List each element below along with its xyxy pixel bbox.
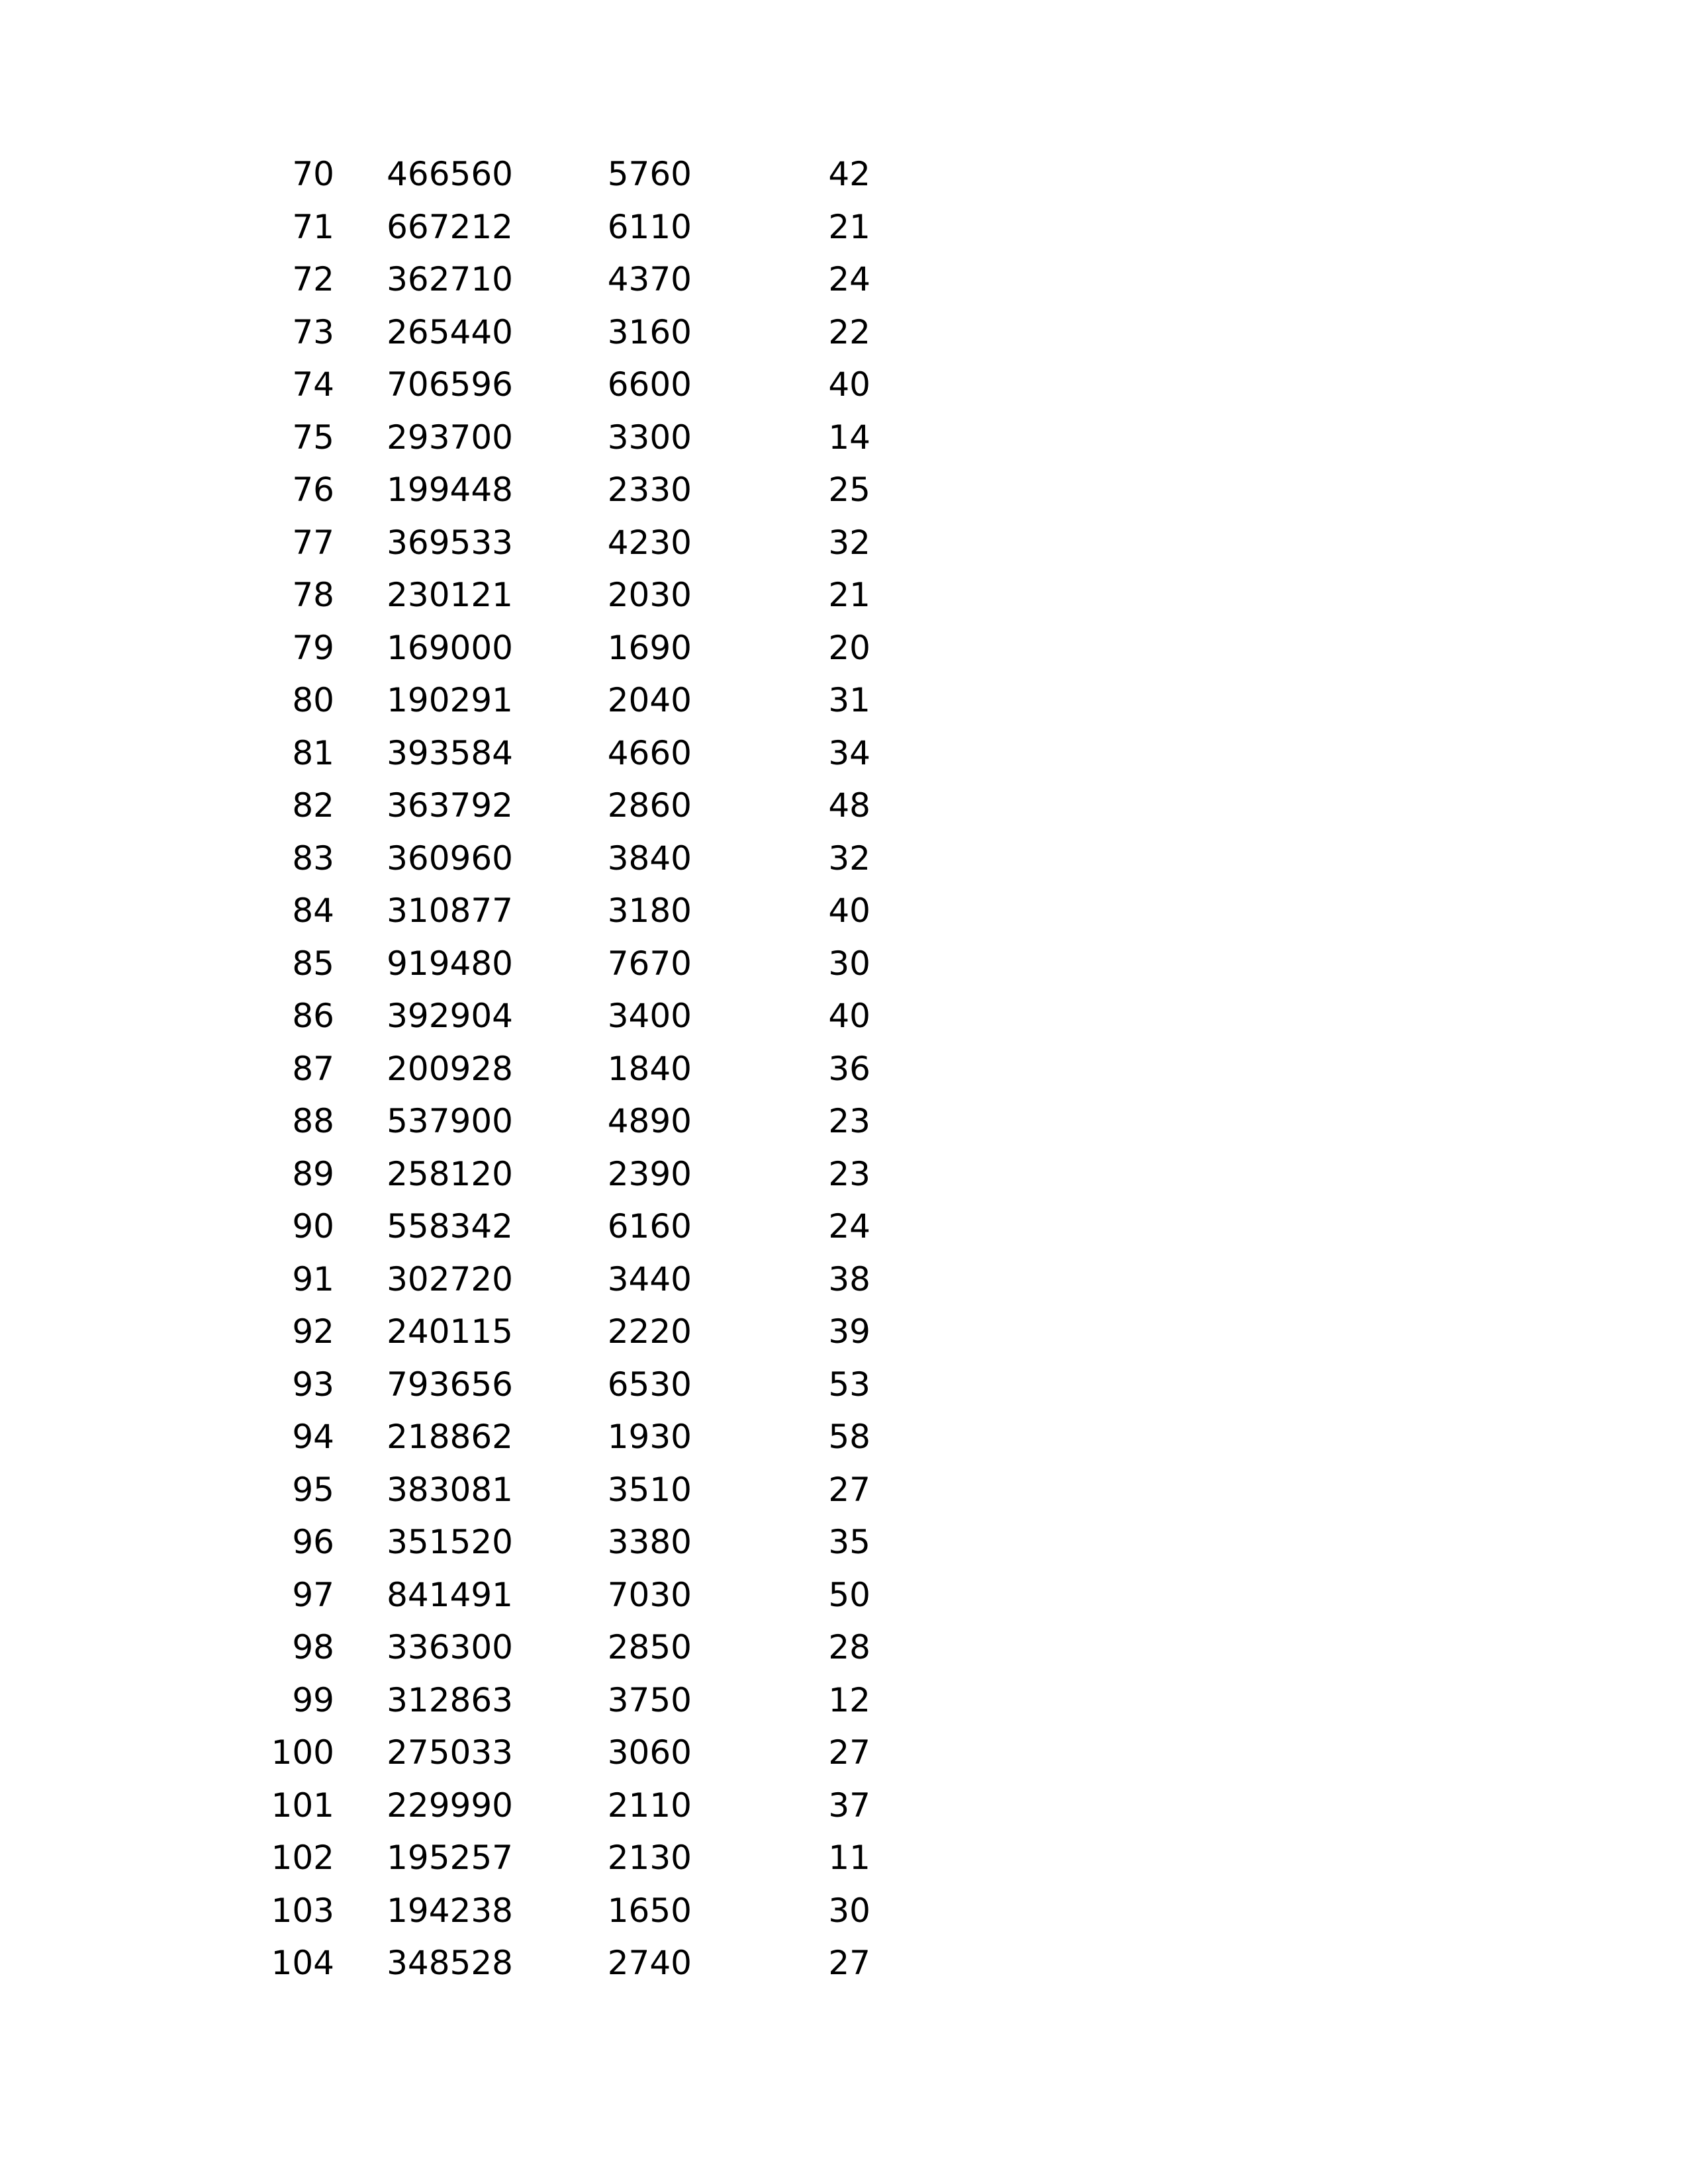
row-number-cell: 92: [292, 1312, 334, 1351]
value-c-cell: 58: [828, 1418, 870, 1456]
value-a-cell: 199448: [387, 471, 513, 509]
table-row: [0, 1780, 870, 1833]
value-a-cell: 919480: [387, 944, 513, 983]
table-row: [0, 1306, 870, 1359]
row-number-cell: 91: [292, 1259, 334, 1298]
table-row: [0, 1201, 870, 1253]
value-a-cell: 240115: [387, 1312, 513, 1351]
table-row: [0, 1253, 870, 1306]
table-row: [0, 1727, 870, 1780]
value-b-cell: 6600: [607, 365, 692, 404]
value-a-cell: 558342: [387, 1207, 513, 1246]
value-a-cell: 466560: [387, 155, 513, 193]
row-number-cell: 103: [271, 1891, 334, 1930]
row-number-cell: 77: [292, 523, 334, 562]
table-row: [0, 569, 870, 622]
value-c-cell: 53: [828, 1365, 870, 1404]
value-a-cell: 200928: [387, 1049, 513, 1088]
table-row: [0, 674, 870, 727]
value-b-cell: 2110: [607, 1786, 692, 1825]
value-c-cell: 20: [828, 628, 870, 667]
value-a-cell: 190291: [387, 681, 513, 719]
value-c-cell: 35: [828, 1523, 870, 1561]
value-c-cell: 23: [828, 1102, 870, 1140]
value-b-cell: 2040: [607, 681, 692, 719]
row-number-cell: 96: [292, 1523, 334, 1561]
table-row: [0, 201, 870, 254]
value-b-cell: 6110: [607, 207, 692, 246]
value-a-cell: 793656: [387, 1365, 513, 1404]
row-number-cell: 80: [292, 681, 334, 719]
value-b-cell: 2850: [607, 1628, 692, 1666]
table-row: [0, 1937, 870, 1990]
row-number-cell: 98: [292, 1628, 334, 1666]
table-body: [0, 148, 870, 1990]
value-b-cell: 6160: [607, 1207, 692, 1246]
value-b-cell: 2220: [607, 1312, 692, 1351]
row-number-cell: 86: [292, 997, 334, 1035]
row-number-cell: 73: [292, 312, 334, 351]
row-number-cell: 97: [292, 1575, 334, 1614]
table-row: [0, 1359, 870, 1412]
table-row: [0, 727, 870, 780]
value-c-cell: 39: [828, 1312, 870, 1351]
row-number-cell: 84: [292, 891, 334, 930]
row-number-cell: 93: [292, 1365, 334, 1404]
value-a-cell: 667212: [387, 207, 513, 246]
table-row: [0, 517, 870, 570]
table-row: [0, 1621, 870, 1674]
value-c-cell: 48: [828, 786, 870, 825]
table-row: [0, 253, 870, 306]
value-b-cell: 5760: [607, 155, 692, 193]
row-number-cell: 94: [292, 1418, 334, 1456]
value-c-cell: 11: [828, 1839, 870, 1877]
value-a-cell: 841491: [387, 1575, 513, 1614]
value-a-cell: 265440: [387, 312, 513, 351]
row-number-cell: 90: [292, 1207, 334, 1246]
table-row: [0, 1569, 870, 1622]
row-number-cell: 102: [271, 1839, 334, 1877]
row-number-cell: 82: [292, 786, 334, 825]
table-row: [0, 359, 870, 412]
value-c-cell: 23: [828, 1154, 870, 1193]
value-a-cell: 383081: [387, 1470, 513, 1509]
value-b-cell: 1840: [607, 1049, 692, 1088]
value-c-cell: 38: [828, 1259, 870, 1298]
data-table: [0, 148, 870, 1990]
value-b-cell: 3300: [607, 418, 692, 457]
table-row: [0, 306, 870, 359]
value-b-cell: 4660: [607, 733, 692, 772]
table-row: [0, 1095, 870, 1148]
value-c-cell: 28: [828, 1628, 870, 1666]
value-a-cell: 275033: [387, 1733, 513, 1772]
value-a-cell: 369533: [387, 523, 513, 562]
value-b-cell: 2860: [607, 786, 692, 825]
value-c-cell: 30: [828, 1891, 870, 1930]
row-number-cell: 104: [271, 1944, 334, 1982]
table-row: [0, 148, 870, 201]
value-b-cell: 7670: [607, 944, 692, 983]
table-row: [0, 1148, 870, 1201]
value-c-cell: 27: [828, 1470, 870, 1509]
value-c-cell: 12: [828, 1680, 870, 1719]
row-number-cell: 72: [292, 260, 334, 298]
value-a-cell: 336300: [387, 1628, 513, 1666]
value-a-cell: 537900: [387, 1102, 513, 1140]
row-number-cell: 81: [292, 733, 334, 772]
value-a-cell: 310877: [387, 891, 513, 930]
table-row: [0, 990, 870, 1043]
value-b-cell: 1930: [607, 1418, 692, 1456]
value-c-cell: 21: [828, 207, 870, 246]
value-b-cell: 4230: [607, 523, 692, 562]
value-a-cell: 362710: [387, 260, 513, 298]
value-a-cell: 393584: [387, 733, 513, 772]
table-row: [0, 780, 870, 833]
table-row: [0, 885, 870, 938]
value-b-cell: 3160: [607, 312, 692, 351]
value-c-cell: 27: [828, 1733, 870, 1772]
row-number-cell: 89: [292, 1154, 334, 1193]
row-number-cell: 83: [292, 839, 334, 878]
value-b-cell: 4370: [607, 260, 692, 298]
value-c-cell: 40: [828, 891, 870, 930]
value-a-cell: 312863: [387, 1680, 513, 1719]
value-c-cell: 50: [828, 1575, 870, 1614]
value-c-cell: 22: [828, 312, 870, 351]
value-a-cell: 258120: [387, 1154, 513, 1193]
value-a-cell: 302720: [387, 1259, 513, 1298]
value-a-cell: 293700: [387, 418, 513, 457]
value-a-cell: 218862: [387, 1418, 513, 1456]
value-b-cell: 3840: [607, 839, 692, 878]
value-b-cell: 4890: [607, 1102, 692, 1140]
value-a-cell: 195257: [387, 1839, 513, 1877]
table-row: [0, 464, 870, 517]
value-c-cell: 37: [828, 1786, 870, 1825]
row-number-cell: 101: [271, 1786, 334, 1825]
value-a-cell: 194238: [387, 1891, 513, 1930]
value-b-cell: 1690: [607, 628, 692, 667]
value-b-cell: 3380: [607, 1523, 692, 1561]
value-c-cell: 31: [828, 681, 870, 719]
value-a-cell: 230121: [387, 576, 513, 614]
row-number-cell: 99: [292, 1680, 334, 1719]
table-row: [0, 1464, 870, 1517]
value-c-cell: 14: [828, 418, 870, 457]
value-b-cell: 3180: [607, 891, 692, 930]
value-b-cell: 7030: [607, 1575, 692, 1614]
row-number-cell: 87: [292, 1049, 334, 1088]
row-number-cell: 78: [292, 576, 334, 614]
value-a-cell: 392904: [387, 997, 513, 1035]
value-b-cell: 2740: [607, 1944, 692, 1982]
value-a-cell: 348528: [387, 1944, 513, 1982]
table-row: [0, 1516, 870, 1569]
value-c-cell: 30: [828, 944, 870, 983]
value-c-cell: 27: [828, 1944, 870, 1982]
table-row: [0, 1043, 870, 1096]
row-number-cell: 75: [292, 418, 334, 457]
row-number-cell: 74: [292, 365, 334, 404]
row-number-cell: 70: [292, 155, 334, 193]
value-b-cell: 3400: [607, 997, 692, 1035]
value-b-cell: 3440: [607, 1259, 692, 1298]
table-row: [0, 938, 870, 991]
value-b-cell: 3510: [607, 1470, 692, 1509]
row-number-cell: 100: [271, 1733, 334, 1772]
table-row: [0, 412, 870, 465]
value-c-cell: 40: [828, 365, 870, 404]
table-row: [0, 833, 870, 886]
table-row: [0, 1885, 870, 1938]
value-a-cell: 363792: [387, 786, 513, 825]
row-number-cell: 85: [292, 944, 334, 983]
value-a-cell: 360960: [387, 839, 513, 878]
value-c-cell: 36: [828, 1049, 870, 1088]
value-c-cell: 24: [828, 260, 870, 298]
value-c-cell: 21: [828, 576, 870, 614]
value-a-cell: 706596: [387, 365, 513, 404]
value-b-cell: 6530: [607, 1365, 692, 1404]
table-row: [0, 622, 870, 675]
value-c-cell: 42: [828, 155, 870, 193]
value-b-cell: 2130: [607, 1839, 692, 1877]
value-c-cell: 34: [828, 733, 870, 772]
value-b-cell: 2330: [607, 471, 692, 509]
row-number-cell: 76: [292, 471, 334, 509]
row-number-cell: 79: [292, 628, 334, 667]
value-a-cell: 169000: [387, 628, 513, 667]
value-b-cell: 2390: [607, 1154, 692, 1193]
row-number-cell: 71: [292, 207, 334, 246]
row-number-cell: 95: [292, 1470, 334, 1509]
table-row: [0, 1411, 870, 1464]
value-c-cell: 32: [828, 839, 870, 878]
value-a-cell: 351520: [387, 1523, 513, 1561]
value-b-cell: 3750: [607, 1680, 692, 1719]
value-b-cell: 2030: [607, 576, 692, 614]
value-c-cell: 25: [828, 471, 870, 509]
value-c-cell: 24: [828, 1207, 870, 1246]
value-b-cell: 3060: [607, 1733, 692, 1772]
value-c-cell: 32: [828, 523, 870, 562]
table-row: [0, 1832, 870, 1885]
value-b-cell: 1650: [607, 1891, 692, 1930]
value-c-cell: 40: [828, 997, 870, 1035]
table-row: [0, 1674, 870, 1727]
value-a-cell: 229990: [387, 1786, 513, 1825]
row-number-cell: 88: [292, 1102, 334, 1140]
